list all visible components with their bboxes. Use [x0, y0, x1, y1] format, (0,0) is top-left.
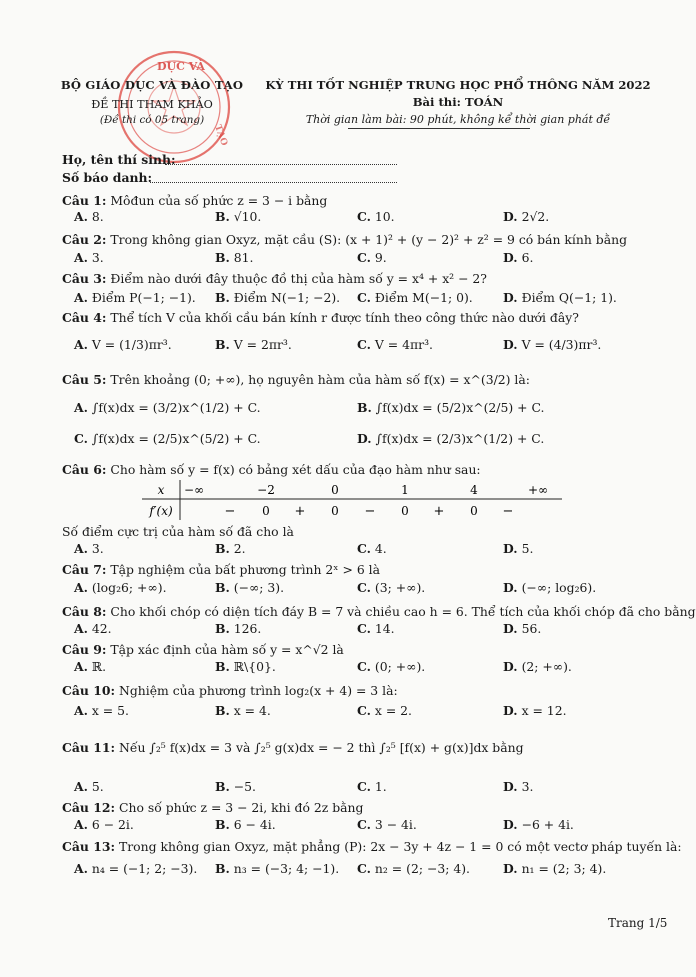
- subject: Bài thi: TOÁN: [412, 95, 504, 109]
- sign-cell: 0: [401, 504, 409, 518]
- question-11: [62, 740, 662, 755]
- option-b[interactable]: B. (−∞; 3).: [215, 580, 285, 595]
- option-c[interactable]: C. x = 2.: [357, 703, 412, 718]
- question-number: Câu 9:: [62, 642, 107, 657]
- question-10: [62, 683, 662, 698]
- question-text: Môđun của số phức z = 3 − i bằng: [110, 193, 328, 208]
- option-c[interactable]: C. (3; +∞).: [357, 580, 426, 595]
- question-1: [62, 193, 662, 208]
- question-text: Cho số phức z = 3 − 2i, khi đó 2z bằng: [118, 800, 364, 815]
- header-rule: [348, 128, 530, 129]
- option-b[interactable]: B. ∫f(x)dx = (5/2)x^(2/5) + C.: [357, 400, 545, 415]
- option-c[interactable]: C. 3 − 4i.: [357, 817, 417, 832]
- x-tick: −2: [257, 483, 275, 497]
- option-d[interactable]: D. 3.: [503, 779, 534, 794]
- x-tick: −∞: [183, 483, 205, 497]
- question-2: [62, 232, 662, 247]
- option-b[interactable]: B. 81.: [215, 250, 254, 265]
- option-a[interactable]: A. 3.: [74, 541, 104, 556]
- option-a[interactable]: A. 5.: [74, 779, 104, 794]
- option-b[interactable]: B. Điểm N(−1; −2).: [215, 290, 341, 305]
- question-number: Câu 7:: [62, 562, 107, 577]
- option-d[interactable]: D. ∫f(x)dx = (2/3)x^(1/2) + C.: [357, 431, 545, 446]
- option-a[interactable]: A. 42.: [74, 621, 112, 636]
- candidate-name-field[interactable]: [165, 164, 397, 165]
- option-d[interactable]: D. 2√2.: [503, 209, 550, 224]
- question-text: Thể tích V của khối cầu bán kính r được tính theo công thức nào dưới đây?: [110, 310, 579, 325]
- option-d[interactable]: D. −6 + 4i.: [503, 817, 574, 832]
- question-text: Trong không gian Oxyz, mặt phẳng (P): 2x − 3y + 4z − 1 = 0 có một vectơ pháp tuyến là:: [118, 839, 682, 854]
- svg-text:DỤC VÀ: DỤC VÀ: [157, 60, 205, 73]
- option-d[interactable]: D. 6.: [503, 250, 534, 265]
- option-d[interactable]: D. 56.: [503, 621, 542, 636]
- question-9: [62, 642, 662, 657]
- option-c[interactable]: C. V = 4πr³.: [357, 337, 433, 352]
- option-b[interactable]: B. −5.: [215, 779, 256, 794]
- option-b[interactable]: B. 2.: [215, 541, 246, 556]
- option-b[interactable]: B. 6 − 4i.: [215, 817, 276, 832]
- option-a[interactable]: A. 3.: [74, 250, 104, 265]
- candidate-id-label: Số báo danh:: [62, 170, 153, 185]
- header-right: [258, 78, 658, 126]
- option-a[interactable]: A. ∫f(x)dx = (3/2)x^(1/2) + C.: [74, 400, 261, 415]
- sign-cell: −: [224, 504, 236, 519]
- option-d[interactable]: D. (−∞; log₂6).: [503, 580, 597, 595]
- question-7: [62, 562, 662, 577]
- option-c[interactable]: C. 10.: [357, 209, 395, 224]
- option-c[interactable]: C. Điểm M(−1; 0).: [357, 290, 473, 305]
- x-tick: 1: [401, 483, 409, 497]
- option-b[interactable]: B. V = 2πr³.: [215, 337, 292, 352]
- option-a[interactable]: A. (log₂6; +∞).: [74, 580, 167, 595]
- question-number: Câu 6:: [62, 462, 107, 477]
- question-number: Câu 2:: [62, 232, 107, 247]
- question-number: Câu 8:: [62, 604, 107, 619]
- option-b[interactable]: B. √10.: [215, 209, 262, 224]
- question-number: Câu 11:: [62, 740, 116, 755]
- derivative-sign-table: [142, 480, 562, 524]
- option-b[interactable]: B. 126.: [215, 621, 262, 636]
- question-text: Tập xác định của hàm số y = x^√2 là: [110, 642, 344, 657]
- option-c[interactable]: C. 14.: [357, 621, 395, 636]
- option-a[interactable]: A. 8.: [74, 209, 104, 224]
- option-b[interactable]: B. ℝ\{0}.: [215, 659, 276, 674]
- question-text: Cho khối chóp có diện tích đáy B = 7 và chiều cao h = 6. Thể tích của khối chóp đã cho bằng: [110, 604, 696, 619]
- option-c[interactable]: C. 9.: [357, 250, 387, 265]
- option-d[interactable]: D. Điểm Q(−1; 1).: [503, 290, 617, 305]
- question-text: Trên khoảng (0; +∞), họ nguyên hàm của hàm số f(x) = x^(3/2) là:: [110, 372, 530, 387]
- question-text: Điểm nào dưới đây thuộc đồ thị của hàm số y = x⁴ + x² − 2?: [110, 271, 487, 286]
- option-a[interactable]: A. V = (1/3)πr³.: [74, 337, 172, 352]
- option-c[interactable]: C. ∫f(x)dx = (2/5)x^(5/2) + C.: [74, 431, 261, 446]
- row-label-x: x: [157, 483, 165, 497]
- question-4: [62, 310, 662, 325]
- question-text: Trong không gian Oxyz, mặt cầu (S): (x + 1)² + (y − 2)² + z² = 9 có bán kính bằng: [110, 232, 628, 247]
- question-13: [62, 839, 682, 854]
- question-text: Nghiệm của phương trình log₂(x + 4) = 3 là:: [118, 683, 398, 698]
- option-c[interactable]: C. 4.: [357, 541, 387, 556]
- exam-title: KỲ THI TỐT NGHIỆP TRUNG HỌC PHỔ THÔNG NĂM 2022: [265, 78, 651, 92]
- question-number: Câu 12:: [62, 800, 116, 815]
- x-tick: 4: [470, 483, 478, 497]
- option-b[interactable]: B. x = 4.: [215, 703, 271, 718]
- sign-cell: +: [294, 504, 306, 519]
- sign-cell: +: [433, 504, 445, 519]
- option-a[interactable]: A. n₄ = (−1; 2; −3).: [74, 861, 198, 876]
- row-label-fprime: f′(x): [149, 504, 173, 518]
- question-number: Câu 5:: [62, 372, 107, 387]
- svg-text:TẠO: TẠO: [212, 123, 229, 148]
- sign-cell: −: [502, 504, 514, 519]
- sign-cell: 0: [470, 504, 478, 518]
- option-d[interactable]: D. n₁ = (2; 3; 4).: [503, 861, 607, 876]
- option-c[interactable]: C. n₂ = (2; −3; 4).: [357, 861, 470, 876]
- option-a[interactable]: A. Điểm P(−1; −1).: [74, 290, 196, 305]
- question-number: Câu 13:: [62, 839, 116, 854]
- option-c[interactable]: C. 1.: [357, 779, 387, 794]
- question-text: Nếu ∫₂⁵ f(x)dx = 3 và ∫₂⁵ g(x)dx = − 2 thì ∫₂⁵ [f(x) + g(x)]dx bằng: [118, 740, 524, 755]
- option-c[interactable]: C. (0; +∞).: [357, 659, 426, 674]
- question-5: [62, 372, 662, 387]
- exam-type: ĐỀ THI THAM KHẢO: [91, 98, 213, 111]
- x-tick: 0: [331, 483, 339, 497]
- x-tick: +∞: [527, 483, 549, 497]
- question-number: Câu 10:: [62, 683, 116, 698]
- option-a[interactable]: A. 6 − 2i.: [74, 817, 134, 832]
- question-8: [62, 604, 696, 619]
- question-text: Tập nghiệm của bất phương trình 2ˣ > 6 là: [110, 562, 380, 577]
- candidate-id-field[interactable]: [150, 182, 397, 183]
- question-number: Câu 4:: [62, 310, 107, 325]
- pages-note: (Đề thi có 05 trang): [99, 114, 205, 126]
- header-left: [52, 78, 252, 126]
- option-a[interactable]: A. ℝ.: [74, 659, 107, 674]
- candidate-name-label: Họ, tên thí sinh:: [62, 152, 176, 167]
- question-12: [62, 800, 662, 815]
- sign-cell: 0: [262, 504, 270, 518]
- question-3: [62, 271, 662, 286]
- sign-cell: 0: [331, 504, 339, 518]
- question-text: Cho hàm số y = f(x) có bảng xét dấu của đạo hàm như sau:: [110, 462, 481, 477]
- sign-cell: −: [364, 504, 376, 519]
- time-note: Thời gian làm bài: 90 phút, không kể thời gian phát đề: [305, 113, 611, 126]
- question-6: [62, 462, 662, 477]
- option-a[interactable]: A. x = 5.: [74, 703, 129, 718]
- question-number: Câu 3:: [62, 271, 107, 286]
- page-number: Trang 1/5: [608, 916, 668, 930]
- question-6-followup: Số điểm cực trị của hàm số đã cho là: [62, 524, 294, 539]
- option-b[interactable]: B. n₃ = (−3; 4; −1).: [215, 861, 340, 876]
- question-number: Câu 1:: [62, 193, 107, 208]
- ministry-name: BỘ GIÁO DỤC VÀ ĐÀO TẠO: [60, 78, 244, 92]
- option-d[interactable]: D. V = (4/3)πr³.: [503, 337, 602, 352]
- option-d[interactable]: D. x = 12.: [503, 703, 567, 718]
- option-d[interactable]: D. 5.: [503, 541, 534, 556]
- option-d[interactable]: D. (2; +∞).: [503, 659, 572, 674]
